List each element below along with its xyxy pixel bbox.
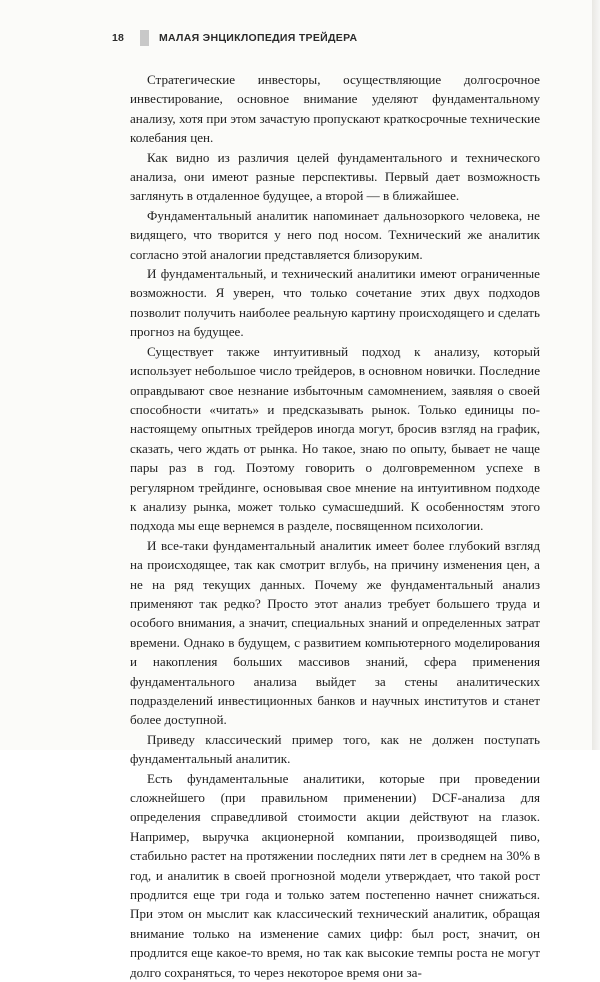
running-title: МАЛАЯ ЭНЦИКЛОПЕДИЯ ТРЕЙДЕРА: [159, 32, 358, 44]
paragraph: Стратегические инвесторы, осуществляющие долгосрочное инвестирование, основное внимание уделяют фундаментальному анализу, хотя при этом зачастую пропускают краткосрочные технические колебания цен.: [130, 72, 540, 146]
book-spine-shadow: [592, 0, 600, 750]
body-text: [130, 70, 540, 982]
paragraph: И все-таки фундаментальный аналитик имеет более глубокий взгляд на происходящее, так как смотрит вглубь, на причину изменения цен, а не на ряд текущих данных. Почему же фундаментальный анализ применяют так редко? Просто этот анализ требует большего труда и особого внимания, а значит, специальных знаний и определенных затрат времени. Однако в будущем, с развитием компьютерного моделирования и накопления больших массивов знаний, сфера применения фундаментального анализа выйдет за стены аналитических подразделений инвестиционных банков и научных институтов и станет более доступной.: [130, 537, 540, 728]
paragraph: Фундаментальный аналитик напоминает дальнозоркого человека, не видящего, что творится у него под носом. Технический же аналитик согласно этой аналогии представляется близоруким.: [130, 207, 540, 262]
paragraph: И фундаментальный, и технический аналитики имеют ограниченные возможности. Я уверен, что только сочетание этих двух подходов позволит получить наиболее реальную картину происходящего и сделать прогноз на будущее.: [130, 266, 540, 340]
paragraph: Существует также интуитивный подход к анализу, который использует небольшое число трейдеров, в основном новички. Последние оправдывают свое незнание избыточным самомнением, заявляя о своей способности «читать» и предсказывать рынок. Только единицы по-настоящему опытных трейдеров иногда могут, бросив взгляд на график, сказать, чего ждать от рынка. Но такое, знаю по опыту, бывает не чаще пары раз в год. Поэтому говорить о долговременном успехе в регулярном трейдинге, основывая свое мнение на интуитивном подходе к анализу рынка, может только сумасшедший. К особенностям этого подхода мы еще вернемся в разделе, посвященном психологии.: [130, 343, 540, 534]
page-number: 18: [112, 32, 125, 44]
paragraph: Есть фундаментальные аналитики, которые при проведении сложнейшего (при правильном применении) DCF-анализа для определения справедливой стоимости акции действуют на глазок. Например, выручка акционерной компании, производящей пиво, стабильно растет на протяжении последних пяти лет в среднем на 30% в год, и аналитик в своей прогнозной модели утверждает, что такой рост продлится еще три года и только затем постепенно начнет снижаться. При этом он мыслит как классический технический аналитик, обращая внимание только на изменение самих цифр: был рост, значит, он продлится еще какое-то время, но так как высокие темпы роста не могут долго сохраняться, то через некоторое время они за-: [130, 770, 540, 980]
paragraph: Как видно из различия целей фундаментального и технического анализа, они имеют разные перспективы. Первый дает возможность заглянуть в отдаленное будущее, а второй — в ближайшее.: [130, 149, 540, 204]
running-header: [112, 30, 357, 46]
paragraph: Приведу классический пример того, как не должен поступать фундаментальный аналитик.: [130, 731, 540, 767]
header-divider-bar: [140, 30, 149, 46]
